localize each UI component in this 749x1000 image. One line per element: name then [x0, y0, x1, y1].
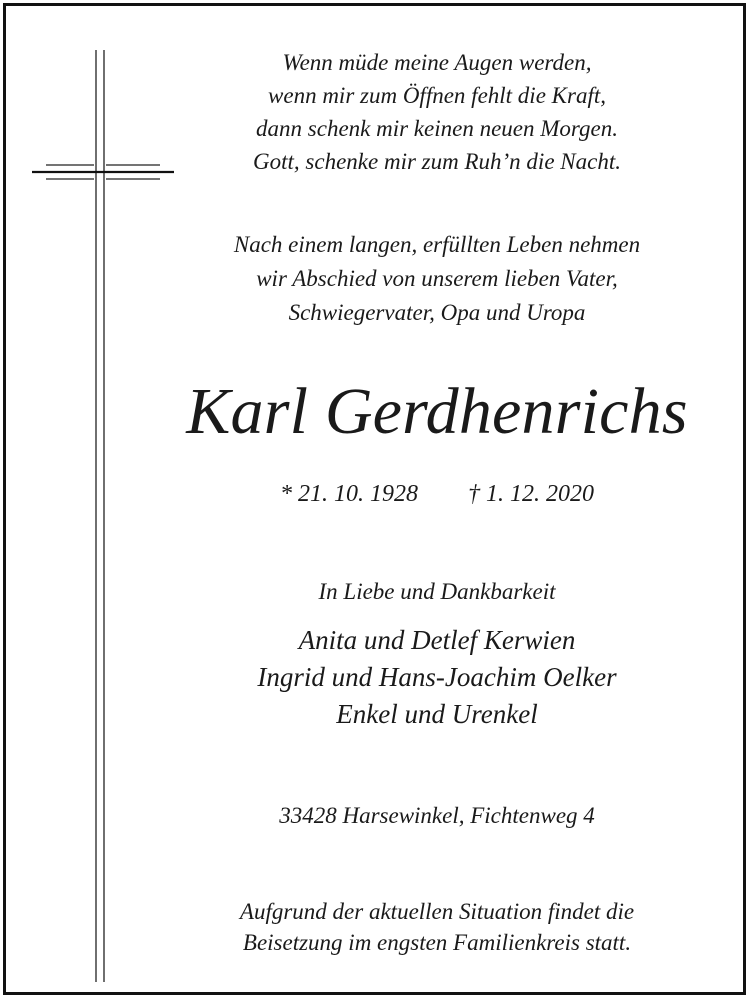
intro-text	[182, 228, 692, 330]
verse	[182, 46, 692, 178]
closing-note	[182, 896, 692, 958]
address: 33428 Harsewinkel, Fichtenweg 4	[279, 803, 595, 828]
family-names	[182, 622, 692, 733]
family-line: Ingrid und Hans-Joachim Oelker	[257, 662, 617, 692]
verse-line: dann schenk mir keinen neuen Morgen.	[256, 116, 618, 141]
birth-date: * 21. 10. 1928	[280, 481, 418, 507]
deceased-name: Karl Gerdhenrichs	[186, 375, 688, 448]
verse-line: Gott, schenke mir zum Ruh’n die Nacht.	[253, 149, 621, 174]
verse-line: wenn mir zum Öffnen fehlt die Kraft,	[268, 83, 606, 108]
life-dates	[182, 478, 692, 510]
verse-line: Wenn müde meine Augen werden,	[282, 50, 592, 75]
dedication: In Liebe und Dankbarkeit	[318, 579, 556, 604]
intro-line: wir Abschied von unserem lieben Vater,	[256, 266, 618, 291]
cross-icon	[32, 50, 174, 982]
closing-line: Aufgrund der aktuellen Situation findet die	[239, 899, 635, 924]
closing-line: Beisetzung im engsten Familienkreis statt.	[242, 930, 632, 955]
family-line: Enkel und Urenkel	[336, 699, 538, 729]
intro-line: Schwiegervater, Opa und Uropa	[288, 300, 586, 325]
intro-line: Nach einem langen, erfüllten Leben nehmen	[233, 232, 641, 257]
death-date: † 1. 12. 2020	[468, 481, 594, 507]
family-line: Anita und Detlef Kerwien	[298, 625, 576, 655]
